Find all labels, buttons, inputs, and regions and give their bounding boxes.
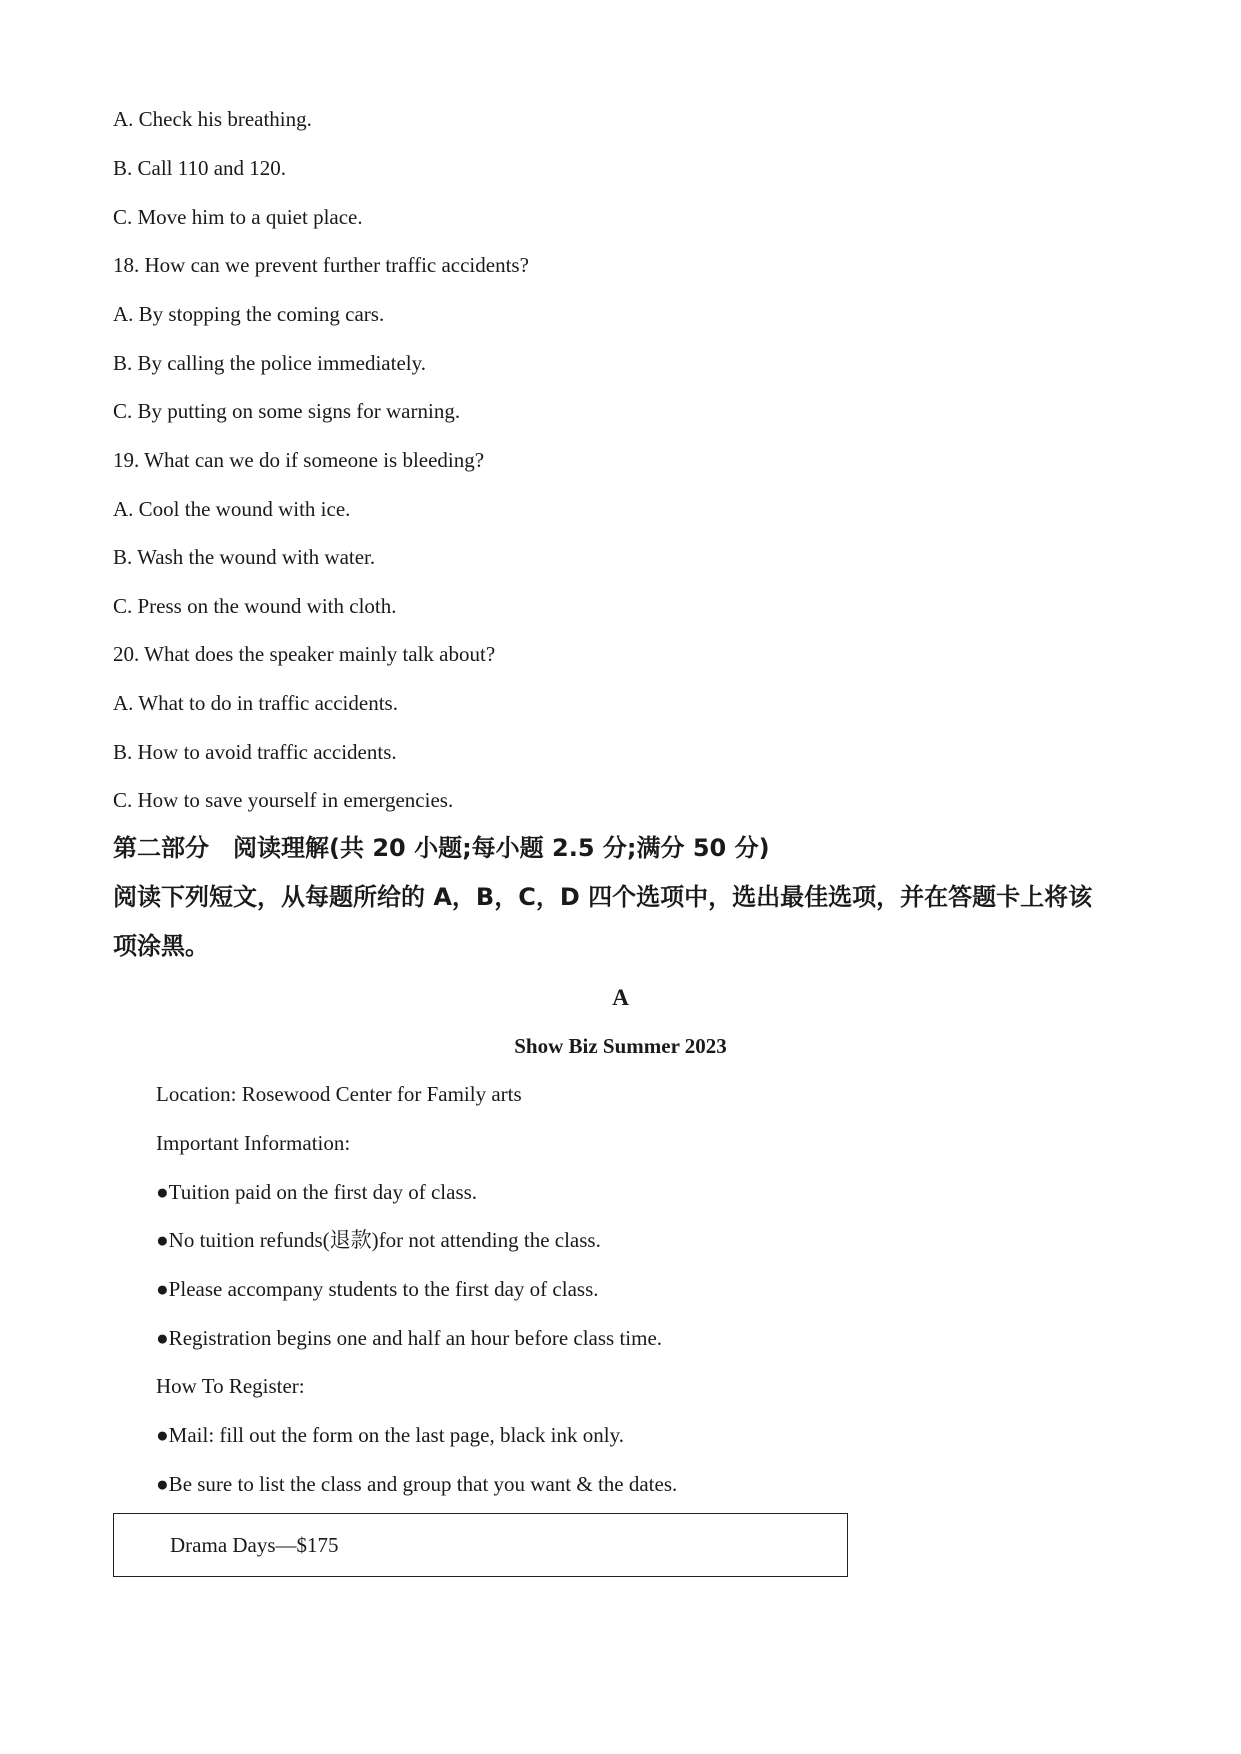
option-19b: B. Wash the wound with water. — [113, 545, 376, 569]
option-20a: A. What to do in traffic accidents. — [113, 691, 398, 715]
class-price-box — [113, 1513, 848, 1577]
important-item: ●Registration begins one and half an hour before class time. — [156, 1326, 663, 1350]
section-instruction: 阅读下列短文，从每题所给的 A，B，C，D 四个选项中，选出最佳选项，并在答题卡上将该 — [113, 883, 1093, 911]
option-17c: C. Move him to a quiet place. — [113, 205, 363, 229]
register-item: ●Be sure to list the class and group that you want & the dates. — [156, 1472, 678, 1496]
option-18b: B. By calling the police immediately. — [113, 351, 426, 375]
option-17a: A. Check his breathing. — [113, 107, 312, 131]
question-20: 20. What does the speaker mainly talk about? — [113, 642, 496, 666]
question-18: 18. How can we prevent further traffic accidents? — [113, 253, 529, 277]
option-20c: C. How to save yourself in emergencies. — [113, 788, 454, 812]
option-17b: B. Call 110 and 120. — [113, 156, 287, 180]
question-19: 19. What can we do if someone is bleeding? — [113, 448, 485, 472]
option-18a: A. By stopping the coming cars. — [113, 302, 385, 326]
important-item: ●Please accompany students to the first day of class. — [156, 1277, 599, 1301]
how-to-register-label: How To Register: — [156, 1374, 305, 1398]
section-heading: 第二部分 阅读理解(共 20 小题;每小题 2.5 分;满分 50 分) — [113, 834, 770, 862]
option-19c: C. Press on the wound with cloth. — [113, 594, 397, 618]
location-line: Location: Rosewood Center for Family arts — [156, 1082, 522, 1106]
option-18c: C. By putting on some signs for warning. — [113, 399, 461, 423]
important-item: ●No tuition refunds(退款)for not attending the class. — [156, 1228, 601, 1252]
option-20b: B. How to avoid traffic accidents. — [113, 740, 397, 764]
passage-letter: A — [612, 985, 629, 1010]
register-item: ●Mail: fill out the form on the last page, black ink only. — [156, 1423, 624, 1447]
important-info-label: Important Information: — [156, 1131, 351, 1155]
section-instruction-cont: 项涂黑。 — [113, 932, 209, 960]
drama-days-price: Drama Days—$175 — [170, 1533, 339, 1557]
passage-title: Show Biz Summer 2023 — [514, 1034, 727, 1058]
important-item: ●Tuition paid on the first day of class. — [156, 1180, 478, 1204]
option-19a: A. Cool the wound with ice. — [113, 497, 351, 521]
